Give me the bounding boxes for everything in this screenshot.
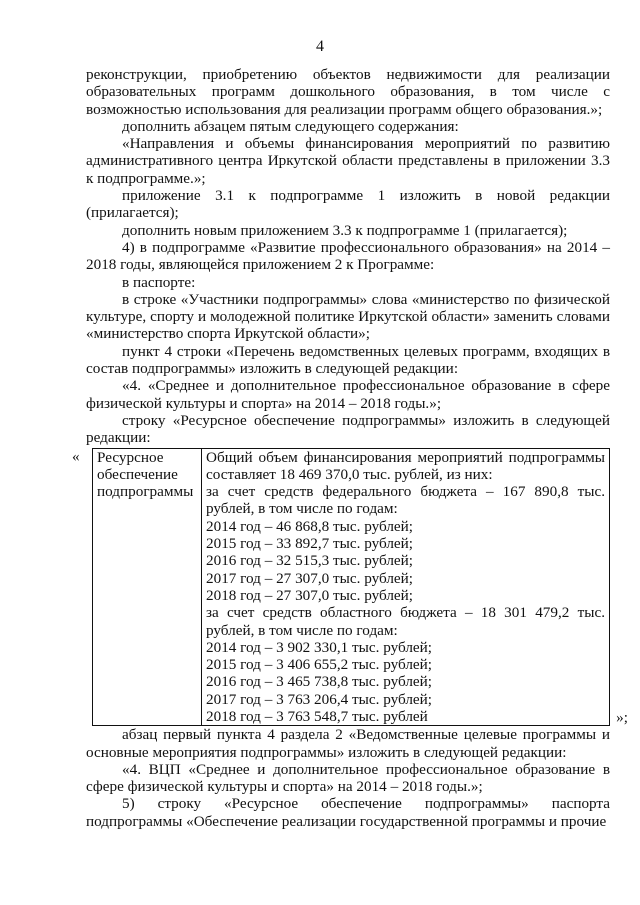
paragraph: 4) в подпрограмме «Развитие профессионального образования» на 2014 – 2018 годы, являющейся приложением 2 к Программе: xyxy=(86,238,610,274)
paragraph: «4. ВЦП «Среднее и дополнительное профессиональное образование в сфере физической культуры и спорта» на 2014 – 2018 годы.»; xyxy=(86,760,610,796)
document-body xyxy=(72,66,628,830)
table-row xyxy=(93,448,610,726)
value-line: 2018 год – 3 763 548,7 тыс. рублей xyxy=(206,707,428,725)
label-line: Ресурсное xyxy=(97,448,164,466)
paragraph: абзац первый пункта 4 раздела 2 «Ведомственные целевые программы и основные мероприятия подпрограммы» изложить в следующей редакции: xyxy=(86,726,610,761)
value-line: 2016 год – 3 465 738,8 тыс. рублей; xyxy=(206,673,433,691)
resource-table xyxy=(92,448,610,727)
value-line: 2017 год – 27 307,0 тыс. рублей; xyxy=(206,569,414,587)
paragraph: строку «Ресурсное обеспечение подпрограммы» изложить в следующей редакции: xyxy=(86,411,610,447)
paragraph: «4. «Среднее и дополнительное профессиональное образование в сфере физической культуры и спорта» на 2014 – 2018 годы.»; xyxy=(86,377,610,412)
paragraph: 5) строку «Ресурсное обеспечение подпрограммы» паспорта подпрограммы «Обеспечение реализации государственной программы и прочие xyxy=(86,795,610,830)
paragraph: реконструкции, приобретению объектов недвижимости для реализации образовательных программ дошкольного образования, в том числе с возможностью использования для реализации программ общего образования.»; xyxy=(86,66,610,118)
paragraph: приложение 3.1 к подпрограмме 1 изложить в новой редакции (прилагается); xyxy=(86,187,610,222)
value-line: 2016 год – 32 515,3 тыс. рублей; xyxy=(206,552,414,570)
paragraph: «Направления и объемы финансирования мероприятий по развитию административного центра Иркутской области представлены в приложении 3.3 к подпрограмме.»; xyxy=(86,135,610,187)
value-line: за счет средств федерального бюджета – 167 890,8 тыс. рублей, в том числе по годам: xyxy=(206,483,605,518)
value-line: 2014 год – 46 868,8 тыс. рублей; xyxy=(206,517,414,535)
paragraph: пункт 4 строки «Перечень ведомственных целевых программ, входящих в состав подпрограммы» изложить в следующей редакции: xyxy=(86,342,610,378)
paragraph: в строке «Участники подпрограммы» слова «министерство по физической культуре, спорту и молодежной политике Иркутской области» заменить словами «министерство спорта Иркутской области»; xyxy=(86,290,610,343)
table-label-cell xyxy=(93,448,202,726)
value-line: Общий объем финансирования мероприятий подпрограммы составляет 18 469 370,0 тыс. рублей, из них: xyxy=(206,448,605,483)
value-line: за счет средств областного бюджета – 18 301 479,2 тыс. рублей, в том числе по годам: xyxy=(206,604,605,639)
paragraph: в паспорте: xyxy=(122,273,196,291)
value-line: 2017 год – 3 763 206,4 тыс. рублей; xyxy=(206,690,433,708)
table-open-quote: « xyxy=(72,447,80,465)
resource-table-wrapper xyxy=(72,447,628,727)
table-close-quote: »; xyxy=(616,708,628,726)
paragraph: дополнить абзацем пятым следующего содержания: xyxy=(122,117,459,135)
value-line: 2018 год – 27 307,0 тыс. рублей; xyxy=(206,586,414,604)
page-number: 4 xyxy=(316,38,324,55)
label-line: обеспечение xyxy=(97,465,178,483)
value-line: 2015 год – 3 406 655,2 тыс. рублей; xyxy=(206,656,433,674)
table-value-cell xyxy=(202,448,610,726)
value-line: 2014 год – 3 902 330,1 тыс. рублей; xyxy=(206,638,433,656)
label-line: подпрограммы xyxy=(97,483,194,501)
paragraph: дополнить новым приложением 3.3 к подпрограмме 1 (прилагается); xyxy=(122,221,568,239)
value-line: 2015 год – 33 892,7 тыс. рублей; xyxy=(206,535,414,553)
